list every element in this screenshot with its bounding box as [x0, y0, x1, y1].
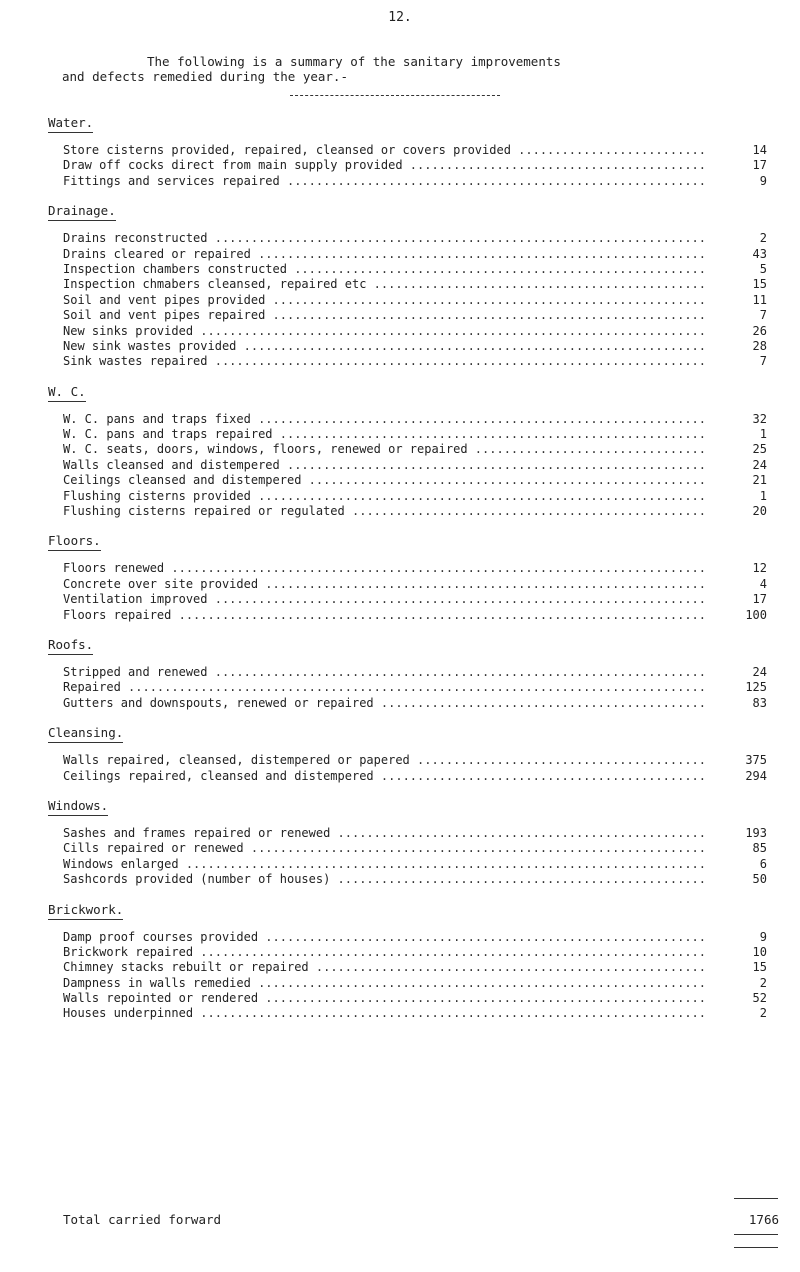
list-item: [63, 577, 768, 592]
item-count: 193: [745, 825, 767, 840]
item-label: Windows enlarged .....: [63, 857, 707, 872]
list-item: [63, 354, 768, 369]
item-count: 1: [759, 488, 767, 503]
list-item: [63, 945, 768, 960]
list-item: [63, 561, 768, 576]
item-label: Walls repaired, cleansed, distempered or papered .....: [63, 753, 707, 768]
section-rows: [48, 753, 768, 784]
item-label: Dampness in walls remedied .....: [63, 976, 707, 991]
section-rows: [48, 930, 768, 1022]
item-label: Gutters and downspouts, renewed or repaired .....: [63, 696, 707, 711]
section-rows: [48, 412, 768, 520]
item-count: 85: [752, 841, 767, 856]
section: [48, 200, 768, 370]
item-count: 15: [752, 277, 767, 292]
section-title: Cleansing.: [48, 725, 123, 743]
section-rows: [48, 561, 768, 623]
item-label: W. C. pans and traps repaired .....: [63, 427, 707, 442]
item-count: 2: [759, 1006, 767, 1021]
list-item: [63, 247, 768, 262]
item-label: Flushing cisterns repaired or regulated .....: [63, 504, 707, 519]
item-label: Chimney stacks rebuilt or repaired .....: [63, 960, 707, 975]
page-number: 12.: [388, 10, 412, 25]
item-count: 11: [752, 292, 767, 307]
item-count: 1: [759, 427, 767, 442]
item-label: Repaired .....: [63, 680, 707, 695]
item-label: W. C. seats, doors, windows, floors, renewed or repaired .....: [63, 442, 707, 457]
item-count: 14: [752, 143, 767, 157]
item-label: Damp proof courses provided .....: [63, 930, 707, 945]
item-count: 25: [752, 442, 767, 457]
list-item: [63, 680, 768, 695]
item-label: Brickwork repaired .....: [63, 945, 707, 960]
list-item: [63, 696, 768, 711]
item-count: 50: [752, 872, 767, 887]
summary-sections: [48, 112, 768, 1033]
item-label: Concrete over site provided .....: [63, 577, 707, 592]
section-title: Brickwork.: [48, 902, 123, 920]
section: [48, 634, 768, 711]
section-rows: [48, 143, 768, 189]
item-count: 100: [745, 607, 767, 622]
item-count: 10: [752, 944, 767, 959]
item-count: 21: [752, 473, 767, 488]
list-item: [63, 442, 768, 457]
list-item: [63, 231, 768, 246]
item-label: Drains cleared or repaired .....: [63, 247, 707, 262]
section-title: Roofs.: [48, 637, 93, 655]
item-label: Inspection chmabers cleansed, repaired etc .....: [63, 277, 707, 292]
list-item: [63, 826, 768, 841]
total-rule-bottom-1: [734, 1234, 778, 1235]
list-item: [63, 174, 768, 189]
item-label: Cills repaired or renewed .....: [63, 841, 707, 856]
section: [48, 112, 768, 189]
section: [48, 530, 768, 623]
item-count: 6: [759, 856, 767, 871]
item-count: 2: [759, 975, 767, 990]
item-label: Sashes and frames repaired or renewed .....: [63, 826, 707, 841]
total-rule-bottom-2: [734, 1247, 778, 1248]
item-count: 7: [759, 308, 767, 323]
list-item: [63, 857, 768, 872]
list-item: [63, 412, 768, 427]
item-count: 24: [752, 457, 767, 472]
section-title: Floors.: [48, 533, 101, 551]
list-item: [63, 458, 768, 473]
list-item: [63, 158, 768, 173]
item-count: 83: [752, 695, 767, 710]
item-label: Ventilation improved .....: [63, 592, 707, 607]
item-count: 125: [745, 680, 767, 695]
list-item: [63, 277, 768, 292]
section: [48, 381, 768, 520]
item-count: 375: [745, 753, 767, 768]
item-count: 32: [752, 411, 767, 426]
item-label: Ceilings repaired, cleansed and distempered .....: [63, 769, 707, 784]
item-label: New sink wastes provided .....: [63, 339, 707, 354]
item-count: 294: [745, 768, 767, 783]
item-count: 4: [759, 576, 767, 591]
section-rows: [48, 231, 768, 370]
section: [48, 722, 768, 784]
item-count: 17: [752, 158, 767, 173]
list-item: [63, 753, 768, 768]
list-item: [63, 930, 768, 945]
item-label: Draw off cocks direct from main supply provided .....: [63, 158, 707, 173]
list-item: [63, 489, 768, 504]
section: [48, 899, 768, 1022]
list-item: [63, 960, 768, 975]
list-item: [63, 592, 768, 607]
list-item: [63, 324, 768, 339]
section: [48, 795, 768, 888]
item-count: 7: [759, 354, 767, 369]
item-label: Walls repointed or rendered .....: [63, 991, 707, 1006]
item-count: 52: [752, 991, 767, 1006]
intro-paragraph: [62, 54, 742, 84]
item-count: 9: [759, 173, 767, 188]
list-item: [63, 504, 768, 519]
item-count: 12: [752, 561, 767, 576]
list-item: [63, 339, 768, 354]
total-rule-top: [734, 1198, 778, 1199]
list-item: [63, 1006, 768, 1021]
item-label: New sinks provided .....: [63, 324, 707, 339]
item-label: W. C. pans and traps fixed .....: [63, 412, 707, 427]
item-label: Fittings and services repaired .....: [63, 174, 707, 189]
item-count: 28: [752, 338, 767, 353]
item-count: 5: [759, 261, 767, 276]
list-item: [63, 308, 768, 323]
item-label: Flushing cisterns provided .....: [63, 489, 707, 504]
list-item: [63, 293, 768, 308]
item-label: Soil and vent pipes repaired .....: [63, 308, 707, 323]
item-count: 43: [752, 246, 767, 261]
list-item: [63, 991, 768, 1006]
list-item: [63, 872, 768, 887]
list-item: [63, 976, 768, 991]
section-title: Water.: [48, 115, 93, 133]
list-item: [63, 473, 768, 488]
item-count: 17: [752, 592, 767, 607]
item-label: Ceilings cleansed and distempered .....: [63, 473, 707, 488]
item-count: 2: [759, 231, 767, 246]
list-item: [63, 143, 768, 158]
item-label: Sink wastes repaired .....: [63, 354, 707, 369]
list-item: [63, 608, 768, 623]
item-label: Walls cleansed and distempered .....: [63, 458, 707, 473]
list-item: [63, 769, 768, 784]
total-row: [63, 1212, 779, 1227]
section-title: W. C.: [48, 384, 86, 402]
section-rows: [48, 665, 768, 711]
section-title: Drainage.: [48, 203, 116, 221]
item-count: 24: [752, 664, 767, 679]
item-label: Inspection chambers constructed .....: [63, 262, 707, 277]
list-item: [63, 841, 768, 856]
total-label: Total carried forward: [63, 1212, 222, 1227]
item-label: Soil and vent pipes provided .....: [63, 293, 707, 308]
item-count: 20: [752, 504, 767, 519]
item-label: Drains reconstructed .....: [63, 231, 707, 246]
item-label: Floors repaired .....: [63, 608, 707, 623]
list-item: [63, 427, 768, 442]
intro-line-2: and defects remedied during the year.-: [62, 69, 348, 84]
section-title: Windows.: [48, 798, 108, 816]
item-label: Houses underpinned .....: [63, 1006, 707, 1021]
item-label: Sashcords provided (number of houses) .....: [63, 872, 707, 887]
dashed-divider: [290, 95, 500, 96]
item-count: 15: [752, 960, 767, 975]
list-item: [63, 262, 768, 277]
section-rows: [48, 826, 768, 888]
item-count: 26: [752, 323, 767, 338]
intro-line-1: The following is a summary of the sanitary improvements: [147, 54, 561, 69]
item-label: Store cisterns provided, repaired, cleansed or covers provided .....: [63, 143, 707, 158]
item-count: 9: [759, 929, 767, 944]
total-value: 1766: [748, 1212, 779, 1227]
item-label: Floors renewed .....: [63, 561, 707, 576]
item-label: Stripped and renewed .....: [63, 665, 707, 680]
list-item: [63, 665, 768, 680]
